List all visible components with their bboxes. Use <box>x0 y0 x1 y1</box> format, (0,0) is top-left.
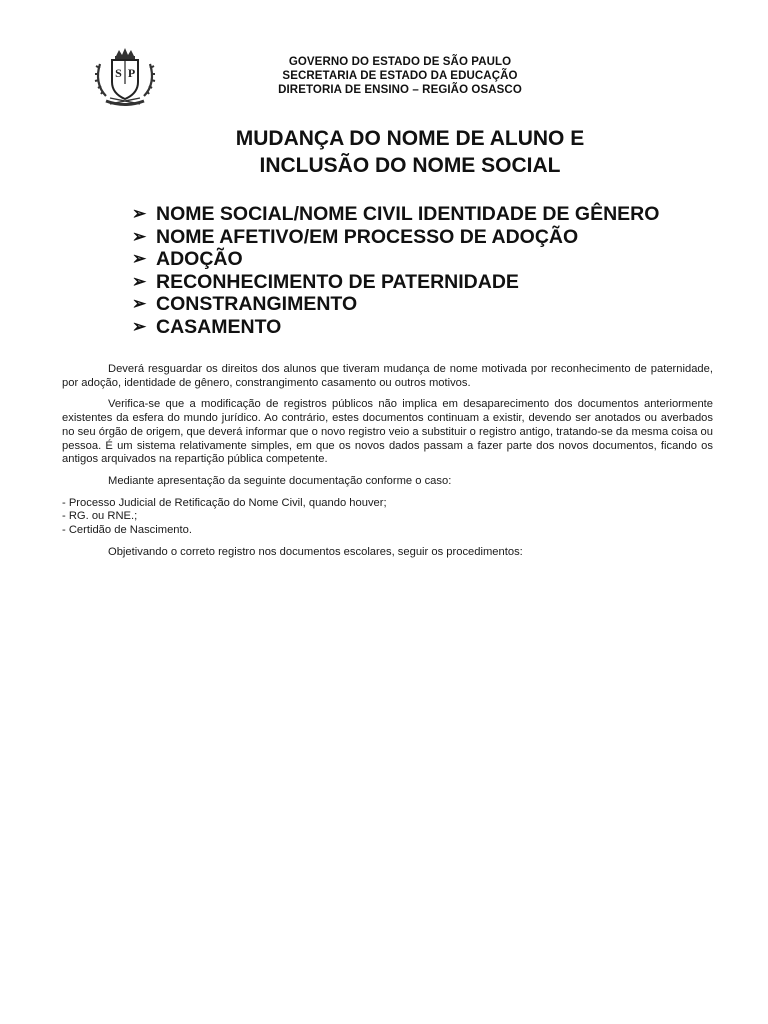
document-body <box>62 363 713 567</box>
arrow-bullet-icon: ➢ <box>132 249 147 269</box>
seal-letter-s: S <box>115 66 122 80</box>
list-item <box>132 293 659 316</box>
list-item-label: ADOÇÃO <box>156 248 243 270</box>
list-item <box>132 316 659 339</box>
topic-list <box>132 203 659 338</box>
document-title <box>130 125 690 179</box>
arrow-bullet-icon: ➢ <box>132 226 147 246</box>
list-item-label: NOME AFETIVO/EM PROCESSO DE ADOÇÃO <box>156 225 579 248</box>
document-item: - RG. ou RNE.; <box>62 510 138 523</box>
list-item <box>132 248 659 271</box>
header-line-secretariat: SECRETARIA DE ESTADO DA EDUCAÇÃO <box>282 70 518 82</box>
paragraph-documentation-intro: Mediante apresentação da seguinte documentação conforme o caso: <box>108 474 452 487</box>
paragraph-rights: Deverá resguardar os direitos dos alunos que tiveram mudança de nome motivada por reconhecimento de paternidade, por adoção, identidade de gênero, constrangimento casamento ou outros motivos. <box>62 363 713 389</box>
header-line-directorate: DIRETORIA DE ENSINO – REGIÃO OSASCO <box>278 84 522 96</box>
list-item-label: NOME SOCIAL/NOME CIVIL IDENTIDADE DE GÊNERO <box>156 203 660 225</box>
paragraph-registry: Verifica-se que a modificação de registros públicos não implica em desaparecimento dos documentos anteriormente existentes da esfera do mundo jurídico. Ao contrário, estes documentos continuam a existir, devendo ser anotados ou averbados no seu órgão de origem, que deverá informar que o novo registro veio a substituir o registro antigo, tratando-se da mesma coisa ou pessoa. É um sistema relativamente simples, em que os novos dados passam a fazer parte dos novos documentos, ficando os antigos arquivados na repartição pública competente. <box>62 398 713 466</box>
institution-header <box>210 55 590 97</box>
arrow-bullet-icon: ➢ <box>132 204 147 224</box>
required-documents-list <box>62 497 713 538</box>
title-line-2: INCLUSÃO DO NOME SOCIAL <box>259 154 561 177</box>
list-item-label: CASAMENTO <box>156 315 282 338</box>
list-item <box>132 271 659 294</box>
list-item-label: RECONHECIMENTO DE PATERNIDADE <box>156 270 519 293</box>
arrow-bullet-icon: ➢ <box>132 294 147 314</box>
sao-paulo-coat-of-arms-icon <box>92 44 158 110</box>
list-item <box>132 203 659 226</box>
seal-letter-p: P <box>127 66 136 80</box>
document-item: - Processo Judicial de Retificação do Nome Civil, quando houver; <box>62 496 387 509</box>
arrow-bullet-icon: ➢ <box>132 271 147 291</box>
arrow-bullet-icon: ➢ <box>132 316 147 336</box>
header-line-government: GOVERNO DO ESTADO DE SÃO PAULO <box>288 56 512 68</box>
list-item-label: CONSTRANGIMENTO <box>156 293 358 315</box>
paragraph-procedures: Objetivando o correto registro nos documentos escolares, seguir os procedimentos: <box>108 545 523 558</box>
document-item: - Certidão de Nascimento. <box>62 524 192 537</box>
list-item <box>132 226 659 249</box>
title-line-1: MUDANÇA DO NOME DE ALUNO E <box>235 127 585 150</box>
